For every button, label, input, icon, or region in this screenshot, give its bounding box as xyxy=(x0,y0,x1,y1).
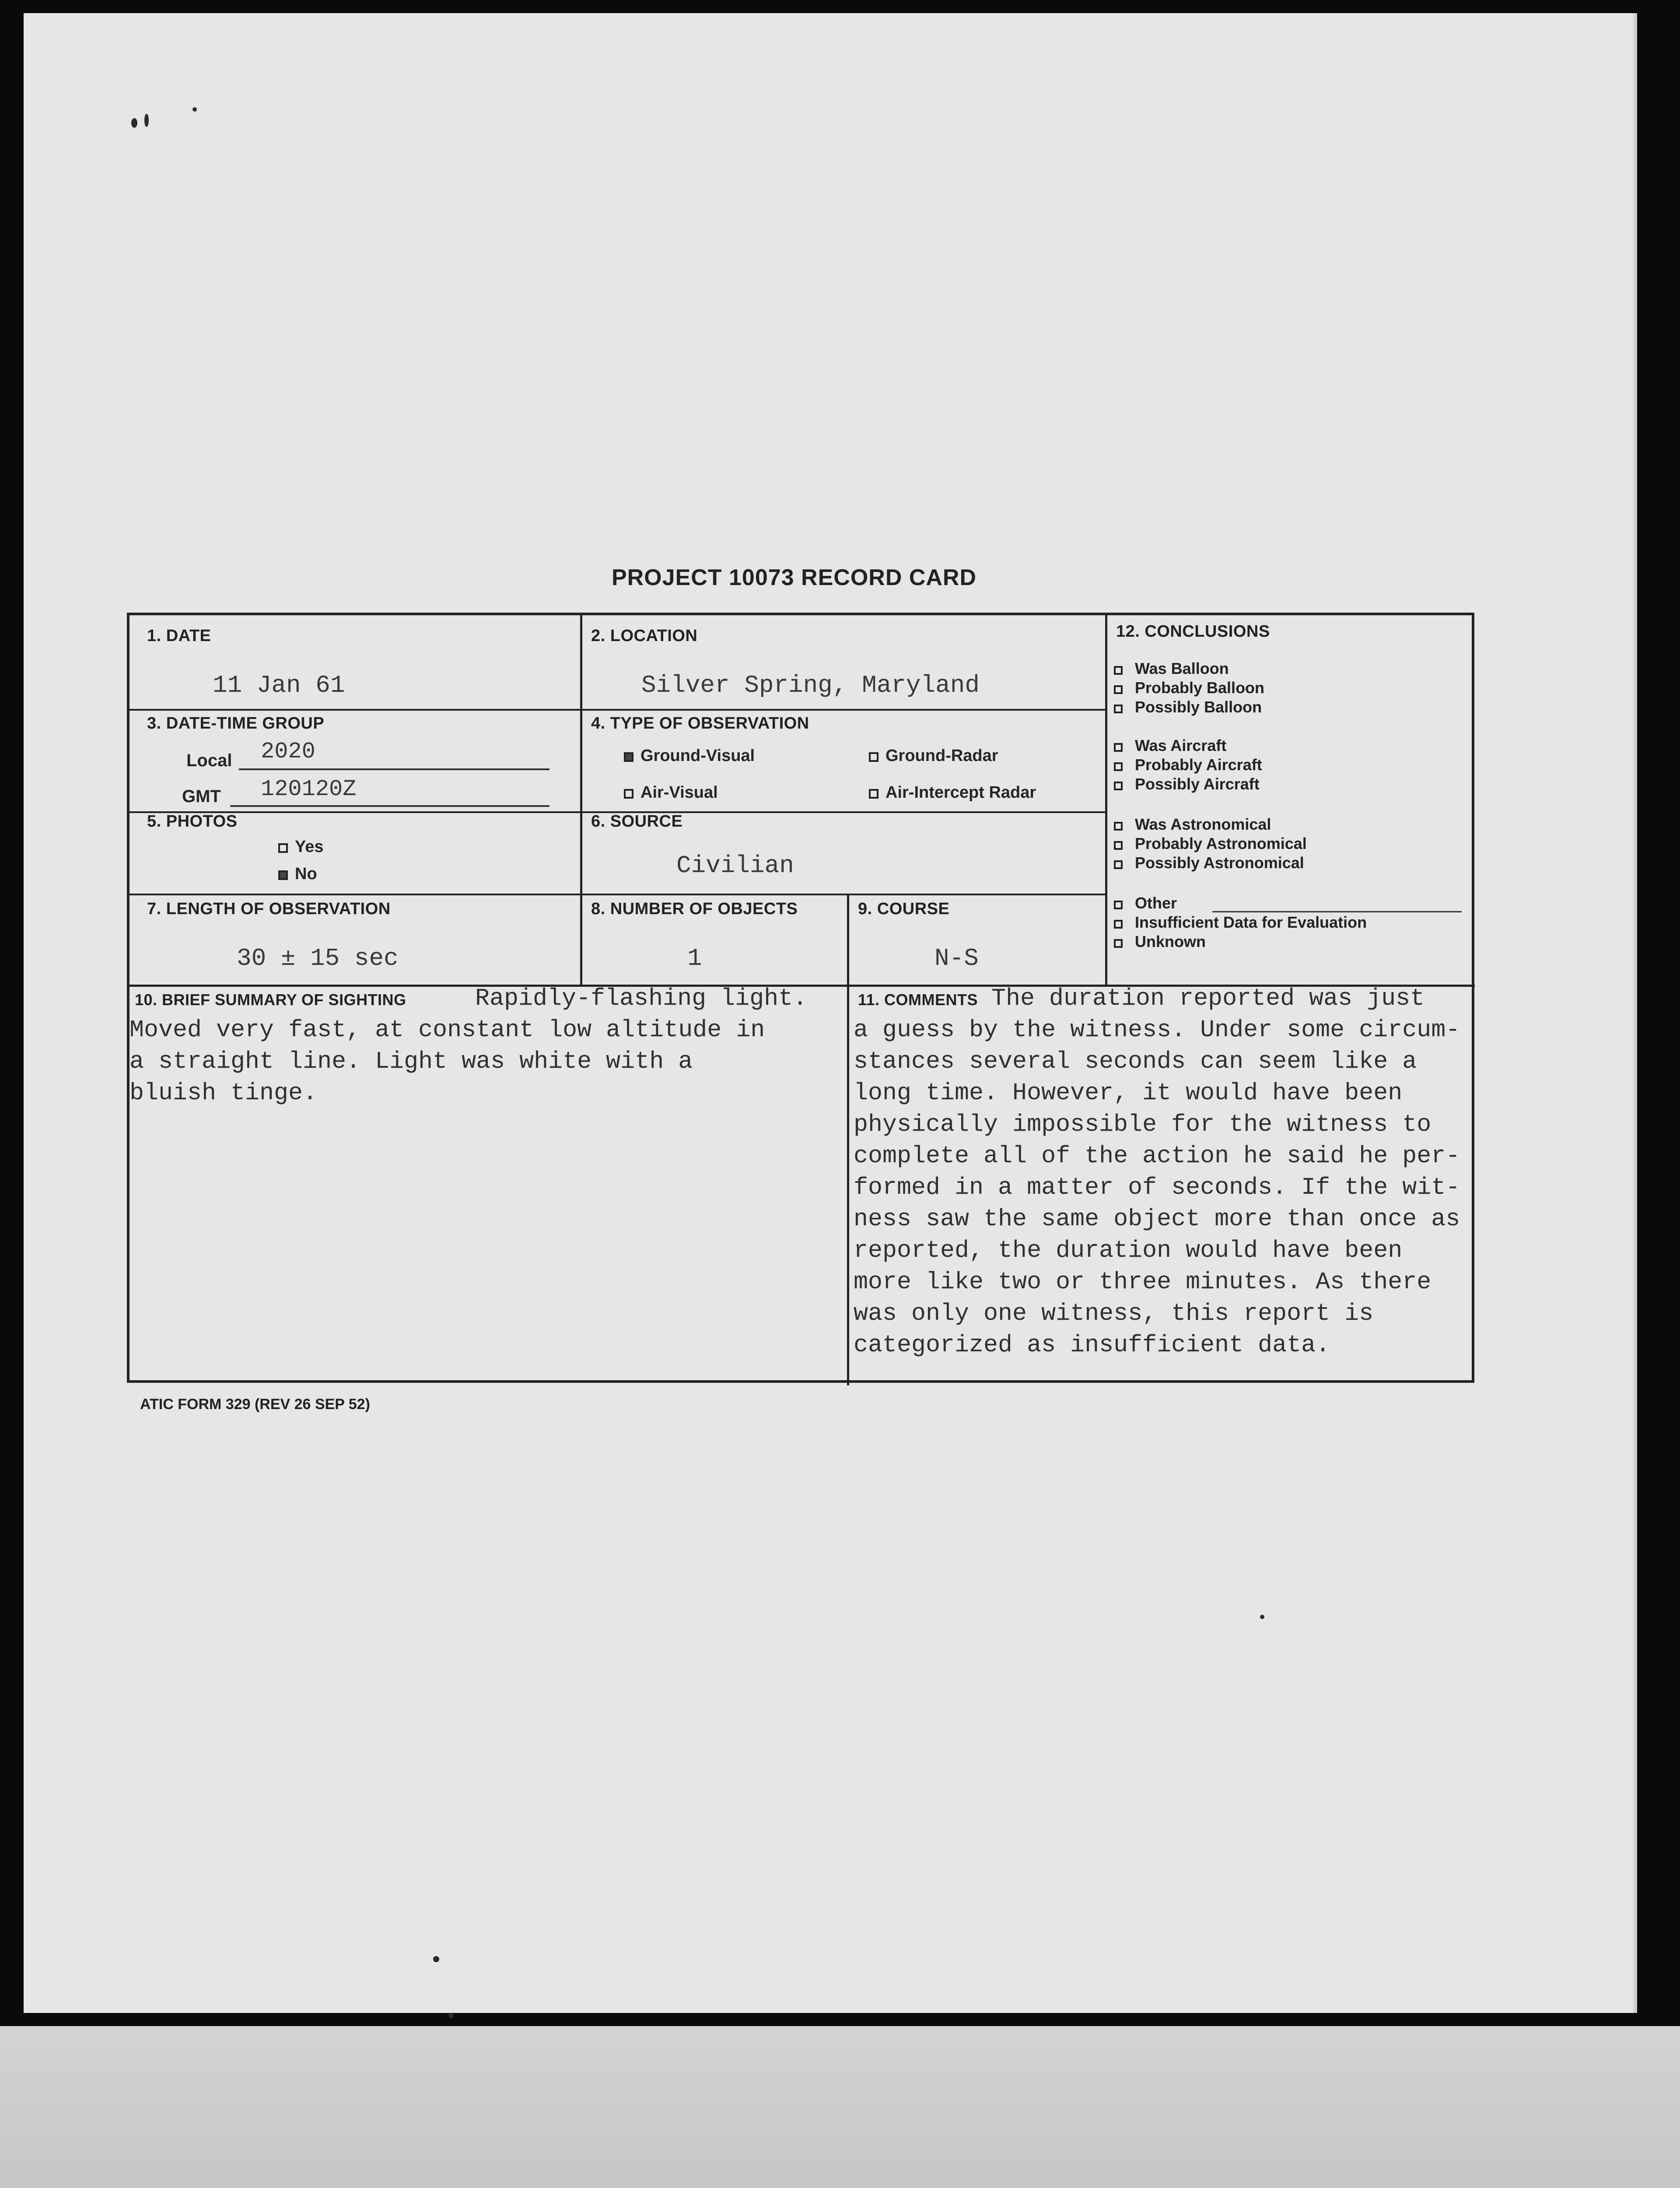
conclusion-checkbox[interactable] xyxy=(1114,666,1123,675)
divider-v-course xyxy=(847,894,849,1385)
conclusion-text: Was Astronomical xyxy=(1135,815,1271,833)
scan-speck xyxy=(131,118,137,128)
scan-speck xyxy=(144,114,149,127)
conclusion-text: Probably Balloon xyxy=(1135,679,1265,697)
conclusion-checkbox[interactable] xyxy=(1114,901,1123,909)
summary-line: a straight line. Light was white with a xyxy=(130,1048,693,1075)
conclusion-text: Possibly Aircraft xyxy=(1135,775,1260,793)
conclusion-was-astronomical[interactable] xyxy=(1114,815,1271,834)
comments-line: a guess by the witness. Under some circum- xyxy=(854,1016,1460,1044)
conclusion-text: Probably Aircraft xyxy=(1135,756,1262,774)
conclusion-checkbox[interactable] xyxy=(1114,841,1123,850)
conclusion-checkbox[interactable] xyxy=(1114,822,1123,831)
conclusion-possibly-balloon[interactable] xyxy=(1114,698,1262,717)
comments-line: stances several seconds can seem like a xyxy=(854,1048,1417,1075)
conclusion-checkbox[interactable] xyxy=(1114,685,1123,694)
conclusion-checkbox[interactable] xyxy=(1114,705,1123,713)
objects-label: 8. NUMBER OF OBJECTS xyxy=(591,900,798,918)
date-label: 1. DATE xyxy=(147,627,211,645)
ground-visual-text: Ground-Visual xyxy=(640,747,755,765)
summary-line: Moved very fast, at constant low altitude in xyxy=(130,1016,765,1044)
comments-line: complete all of the action he said he per- xyxy=(854,1142,1460,1170)
conclusion-other[interactable] xyxy=(1114,894,1177,913)
dtg-label: 3. DATE-TIME GROUP xyxy=(147,714,325,733)
photos-no-option[interactable] xyxy=(278,865,317,884)
film-lower-strip xyxy=(0,2026,1680,2188)
conclusions-label: 12. CONCLUSIONS xyxy=(1116,622,1270,641)
conclusion-checkbox[interactable] xyxy=(1114,762,1123,771)
conclusion-checkbox[interactable] xyxy=(1114,782,1123,790)
divider-h-3 xyxy=(130,894,1105,895)
comments-label: 11. COMMENTS xyxy=(858,991,978,1009)
conclusion-probably-balloon[interactable] xyxy=(1114,678,1264,698)
conclusion-text: Possibly Balloon xyxy=(1135,698,1262,716)
comments-line: The duration reported was just xyxy=(991,985,1425,1012)
air-visual-checkbox[interactable] xyxy=(624,789,634,799)
photos-no-checkbox-checked[interactable] xyxy=(278,870,288,880)
ground-radar-checkbox[interactable] xyxy=(869,752,878,762)
divider-v-conclusions xyxy=(1105,615,1107,985)
conclusion-was-aircraft[interactable] xyxy=(1114,736,1226,755)
comments-line: long time. However, it would have been xyxy=(854,1079,1403,1107)
air-visual-text: Air-Visual xyxy=(640,783,718,802)
summary-line: bluish tinge. xyxy=(130,1079,318,1107)
conclusion-text: Was Balloon xyxy=(1135,659,1229,677)
ground-visual-checkbox-checked[interactable] xyxy=(624,752,634,762)
conclusion-text: Unknown xyxy=(1135,933,1206,950)
air-intercept-option[interactable] xyxy=(869,783,1036,802)
conclusion-insufficient-data[interactable] xyxy=(1114,913,1367,932)
air-intercept-text: Air-Intercept Radar xyxy=(886,783,1036,802)
conclusion-checkbox[interactable] xyxy=(1114,743,1123,752)
length-value: 30 ± 15 sec xyxy=(237,944,399,972)
local-time-underline xyxy=(239,768,550,770)
conclusion-checkbox[interactable] xyxy=(1114,939,1123,948)
record-card xyxy=(127,613,1474,1383)
photos-yes-option[interactable] xyxy=(278,838,324,856)
comments-line: was only one witness, this report is xyxy=(854,1300,1374,1327)
scan-speck xyxy=(1260,1615,1264,1619)
date-value: 11 Jan 61 xyxy=(213,671,345,699)
photos-yes-text: Yes xyxy=(295,838,324,856)
comments-line: physically impossible for the witness to xyxy=(854,1111,1432,1138)
gmt-value: 120120Z xyxy=(261,776,357,802)
source-value: Civilian xyxy=(676,852,794,880)
location-value: Silver Spring, Maryland xyxy=(641,671,980,699)
conclusion-text: Was Aircraft xyxy=(1135,736,1227,754)
conclusion-text: Other xyxy=(1135,894,1177,912)
ground-radar-option[interactable] xyxy=(869,747,998,765)
conclusion-unknown[interactable] xyxy=(1114,932,1206,951)
photos-no-text: No xyxy=(295,865,317,883)
source-label: 6. SOURCE xyxy=(591,812,683,831)
conclusion-possibly-aircraft[interactable] xyxy=(1114,775,1260,794)
conclusion-probably-aircraft[interactable] xyxy=(1114,755,1262,775)
comments-line: formed in a matter of seconds. If the wit- xyxy=(854,1174,1460,1201)
course-label: 9. COURSE xyxy=(858,900,950,918)
length-label: 7. LENGTH OF OBSERVATION xyxy=(147,900,391,918)
gmt-label: GMT xyxy=(182,787,221,806)
conclusion-text: Probably Astronomical xyxy=(1135,835,1307,852)
course-value: N-S xyxy=(934,944,979,972)
divider-h-1 xyxy=(130,709,1105,711)
ground-radar-text: Ground-Radar xyxy=(886,747,998,765)
scan-speck xyxy=(448,2013,454,2018)
scan-speck xyxy=(192,107,197,112)
record-card-title: PROJECT 10073 RECORD CARD xyxy=(611,565,977,590)
objects-value: 1 xyxy=(687,944,702,972)
local-time-value: 2020 xyxy=(261,739,315,764)
air-intercept-checkbox[interactable] xyxy=(869,789,878,799)
conclusion-other-underline xyxy=(1212,911,1462,912)
conclusion-possibly-astronomical[interactable] xyxy=(1114,853,1304,873)
location-label: 2. LOCATION xyxy=(591,627,698,645)
summary-line: Rapidly-flashing light. xyxy=(475,985,808,1012)
comments-line: more like two or three minutes. As there xyxy=(854,1268,1432,1296)
gmt-underline xyxy=(230,805,550,807)
comments-line: ness saw the same object more than once as xyxy=(854,1205,1460,1233)
conclusion-text: Insufficient Data for Evaluation xyxy=(1135,913,1367,931)
conclusion-was-balloon[interactable] xyxy=(1114,659,1229,678)
observation-type-label: 4. TYPE OF OBSERVATION xyxy=(591,714,809,733)
scan-speck xyxy=(433,1956,439,1962)
conclusion-checkbox[interactable] xyxy=(1114,920,1123,929)
summary-label: 10. BRIEF SUMMARY OF SIGHTING xyxy=(135,991,406,1009)
photos-yes-checkbox[interactable] xyxy=(278,843,288,853)
conclusion-checkbox[interactable] xyxy=(1114,860,1123,869)
conclusion-text: Possibly Astronomical xyxy=(1135,854,1304,872)
comments-line: categorized as insufficient data. xyxy=(854,1331,1330,1359)
conclusion-probably-astronomical[interactable] xyxy=(1114,834,1307,853)
comments-line: reported, the duration would have been xyxy=(854,1237,1403,1264)
local-time-label: Local xyxy=(186,751,232,770)
form-identifier: ATIC FORM 329 (REV 26 SEP 52) xyxy=(140,1396,370,1413)
ground-visual-option[interactable] xyxy=(624,747,755,765)
divider-v-main xyxy=(580,615,582,985)
air-visual-option[interactable] xyxy=(624,783,718,802)
photos-label: 5. PHOTOS xyxy=(147,812,238,831)
